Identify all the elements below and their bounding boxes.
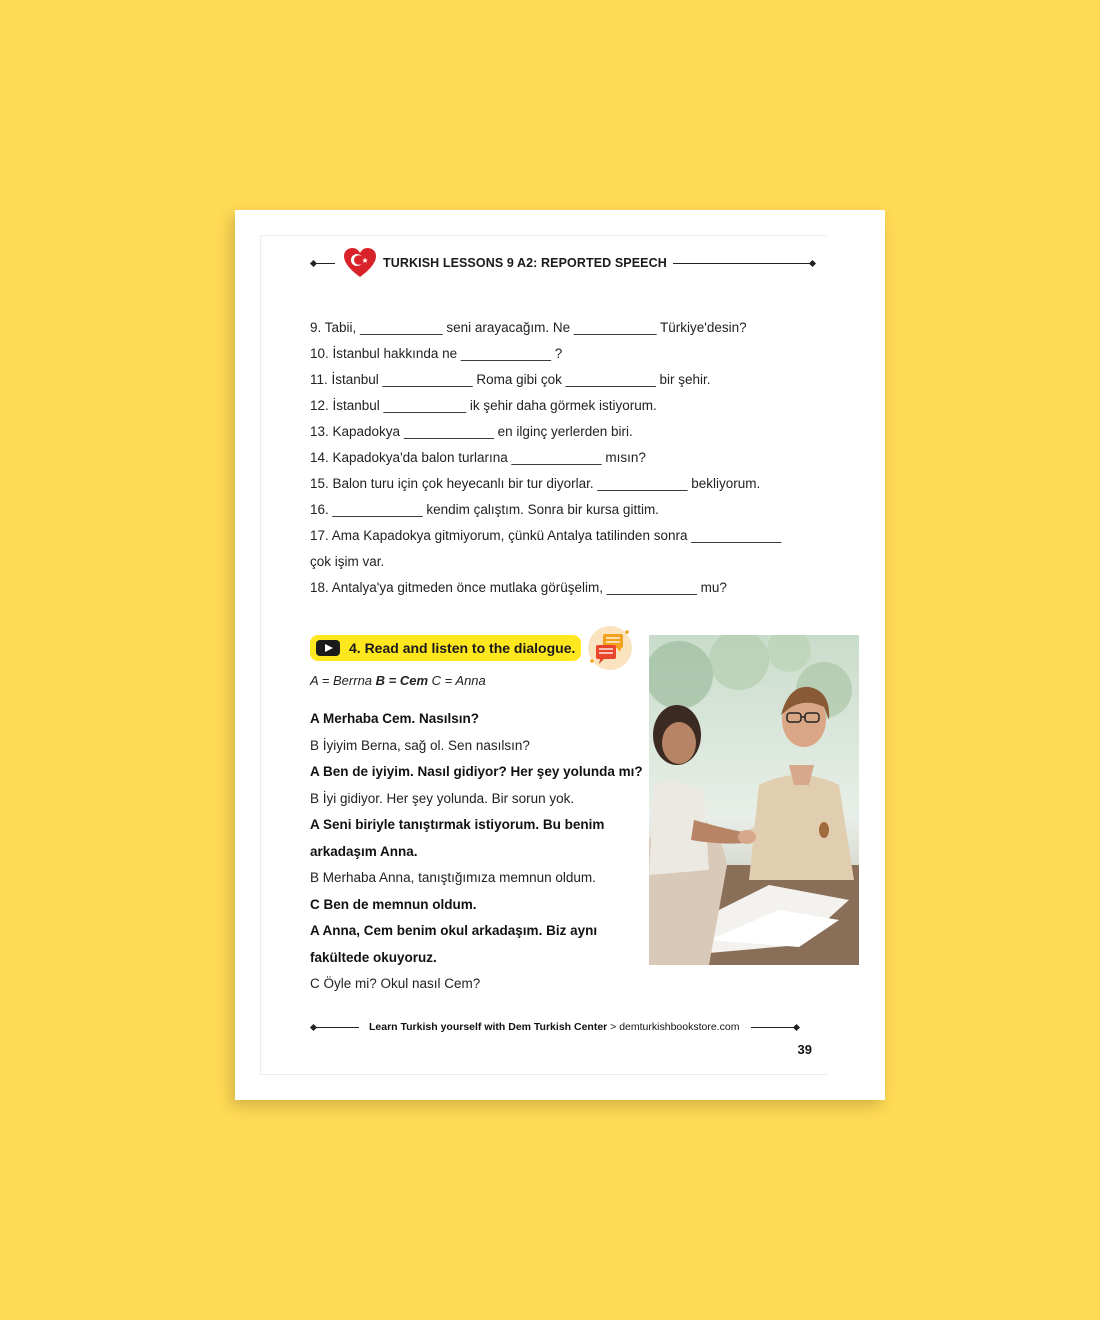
page-number: 39 (797, 1042, 812, 1057)
section-pill[interactable] (310, 635, 581, 661)
exercise-item: 16. ____________ kendim çalıştım. Sonra bir kursa gittim. (310, 502, 659, 517)
footer-text (369, 1021, 739, 1033)
dialogue-line: arkadaşım Anna. (310, 843, 418, 859)
dialogue-line: C Ben de memnun oldum. (310, 896, 477, 912)
footer-rule-left (313, 1027, 359, 1028)
exercise-item: 9. Tabii, ___________ seni arayacağım. Ne ___________ Türkiye'desin? (310, 320, 747, 335)
dialogue-line: A Seni biriyle tanıştırmak istiyorum. Bu benim (310, 817, 605, 832)
dialogue-line: C Öyle mi? Okul nasıl Cem? (310, 976, 481, 991)
section-title: 4. Read and listen to the dialogue. (349, 640, 576, 656)
exercise-item: 14. Kapadokya'da balon turlarına ____________ mısın? (310, 450, 646, 465)
footer-site[interactable]: demturkishbookstore.com (619, 1021, 740, 1033)
exercise-item: 18. Antalya'ya gitmeden önce mutlaka görüşelim, ____________ mu? (310, 580, 727, 595)
dialogue-line: B İyi gidiyor. Her şey yolunda. Bir sorun yok. (310, 790, 575, 806)
legend-b: B = Cem (375, 673, 429, 688)
page-header (313, 248, 813, 278)
turkish-flag-heart-icon (343, 247, 377, 279)
book-page (235, 210, 885, 1100)
exercise-item: 15. Balon turu için çok heyecanlı bir tur diyorlar. ____________ bekliyorum. (310, 476, 761, 491)
handshake-photo (649, 635, 859, 965)
chat-bubbles-icon (587, 625, 633, 671)
footer-rule-right (751, 1027, 797, 1028)
legend-a: A = Berrna (310, 673, 373, 688)
play-icon[interactable] (316, 640, 340, 656)
dialogue (310, 706, 650, 998)
exercise-item: 11. İstanbul ____________ Roma gibi çok ____________ bir şehir. (310, 372, 711, 387)
header-rule-left (313, 263, 335, 264)
exercise-item: 13. Kapadokya ____________ en ilginç yerlerden biri. (310, 424, 633, 439)
dialogue-line: A Anna, Cem benim okul arkadaşım. Biz aynı (310, 923, 598, 938)
footer-separator: > (607, 1021, 620, 1033)
exercise-item-continued: çok işim var. (310, 554, 385, 569)
exercise-list (310, 315, 810, 601)
speaker-legend (310, 673, 486, 688)
exercise-item: 17. Ama Kapadokya gitmiyorum, çünkü Antalya tatilinden sonra ____________ (310, 528, 782, 543)
dialogue-line: A Ben de iyiyim. Nasıl gidiyor? Her şey yolunda mı? (310, 764, 643, 779)
dialogue-line: B Merhaba Anna, tanıştığımıza memnun oldum. (310, 870, 596, 885)
exercise-item: 10. İstanbul hakkında ne ____________ ? (310, 346, 563, 361)
footer-brand: Learn Turkish yourself with Dem Turkish Center (369, 1021, 608, 1033)
section-heading (310, 625, 633, 671)
page-footer (313, 1018, 813, 1036)
dialogue-line: B İyiyim Berna, sağ ol. Sen nasılsın? (310, 737, 530, 753)
dialogue-line: fakültede okuyoruz. (310, 949, 437, 965)
header-rule-right (673, 263, 813, 264)
exercise-item: 12. İstanbul ___________ ik şehir daha görmek istiyorum. (310, 398, 657, 413)
legend-c: C = Anna (431, 673, 486, 688)
header-title: TURKISH LESSONS 9 A2: REPORTED SPEECH (383, 256, 667, 270)
dialogue-line: A Merhaba Cem. Nasılsın? (310, 711, 480, 726)
